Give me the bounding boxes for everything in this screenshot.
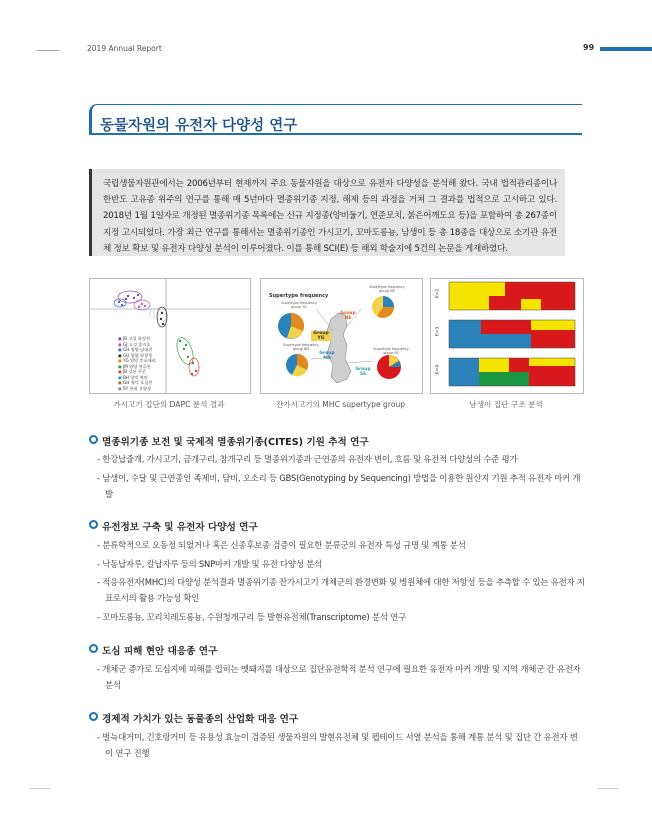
bullet-icon — [89, 520, 98, 529]
dapc-plot — [90, 279, 250, 393]
legend-item: GH 양양 남대천 — [123, 347, 153, 352]
list-item: - 꼬마도롱뇽, 꼬리치레도롱뇽, 수원청개구리 등 발현유전체(Transcriptome) 분석 연구 — [97, 612, 406, 622]
section-heading — [89, 434, 369, 448]
list-item: - 낙동납자루, 칼납자루 등의 SNP마커 개발 및 유전 다양성 분석 — [97, 559, 322, 569]
mhc-group-label-se: Group SE — [355, 367, 371, 377]
dapc-legend: ● JB 고성 하정천 ● GJ 고성 송지호 ● GH 양양 남대천 ● GU 양양 하광정 ● YG 양양 후포매리 ● JM 양양 연곡천 ● JB 강릉 주문 ● BH 양악 북악 ● GH 영덕 오십천 ● SY 용화 오양정 — [118, 336, 156, 391]
structure-panel-label: K=4 — [435, 364, 441, 375]
legend-item: GU 양양 하광정 — [123, 352, 153, 358]
report-title: 2019 Annual Report — [87, 44, 162, 53]
list-item: - 분류학적으로 오동정 되었거나 혹은 신종후보종 검증이 필요한 분류군의 유전자 특성 규명 및 계통 분석 — [97, 540, 466, 550]
legend-item: BH 양악 북악 — [123, 374, 148, 380]
list-item: - 적응유전자(MHC)의 다양성 분석결과 멸종위기종 잔가시고기 개체군의 환경변화 및 병원체에 대한 저항성 등을 추측할 수 있는 유전자 지표로서의 활용 가능성 확인 — [97, 577, 585, 603]
structure-plot — [431, 279, 583, 393]
figure-mhc — [260, 278, 423, 394]
mhc-group-label-yg: Group YG — [311, 331, 331, 341]
page-number: 99 — [583, 43, 595, 52]
section-title: 경제적 가치가 있는 동물종의 산업화 대응 연구 — [102, 714, 299, 725]
legend-item: JB 강릉 주문 — [123, 369, 146, 374]
bullet-icon — [89, 712, 98, 721]
bullet-icon — [89, 435, 98, 444]
legend-item: YG 양양 후포매리 — [123, 358, 156, 363]
section-heading — [89, 711, 298, 725]
structure-panel-label: K=3 — [435, 326, 441, 337]
header-accent-bar — [600, 47, 652, 51]
mhc-pie-title-ne: Supertype frequency group NE — [369, 285, 405, 293]
bullet-icon — [89, 644, 98, 653]
section-heading — [89, 519, 258, 533]
figure-caption-structure: 남생이 집단 구조 분석 — [469, 400, 543, 409]
footer-rule — [30, 788, 50, 789]
mhc-pie-title-yg: Supertype frequency group YG — [281, 301, 317, 309]
legend-item: JM 양양 연곡천 — [123, 363, 151, 369]
footer-rule — [598, 788, 618, 789]
section-title: 유전정보 구축 및 유전자 다양성 연구 — [102, 522, 258, 533]
legend-item: SY 용화 오양정 — [123, 385, 152, 391]
mhc-legend-title: Supertype frequency — [269, 293, 329, 299]
page-title: 동물자원의 유전자 다양성 연구 — [100, 118, 298, 134]
list-item: - 한강납줄개, 가시고기, 금개구리, 참개구리 등 멸종위기종과 근연종의 유전자 변이, 흐름 및 유전적 다양성의 수준 평가 — [97, 454, 518, 464]
legend-item: GH 영덕 오십천 — [123, 380, 153, 385]
mhc-group-label-nd: Group ND — [319, 351, 335, 361]
legend-item: JB 고성 하정천 — [123, 336, 150, 341]
mhc-group-label-ne: Group NE — [340, 311, 356, 321]
mhc-pie-title-nd: Supertype frequency group ND — [283, 343, 319, 351]
summary-box: 국립생물자원관에서는 2006년부터 현재까지 주요 동물자원을 대상으로 유전자 다양성을 분석해 왔다. 국내 법적관리종이나 한반도 고유종 위주의 연구를 통해 매 5년마다 멸종위기종 지정, 해제 등의 과정을 거쳐 그 결과를 법적으로 고시하고 있다. 2018년 1월 1일자로 개정된 멸종위기종 목록에는 신규 지정종(양비둘기, 연준모치, 붉은어깨도요 등)을 포함하여 총 267종이 지정 고시되었다. 가장 최근 연구를 통해서는 멸종위기종인 가시고기, 꼬마도롱뇽, 남생이 등 총 18종을 대상으로 소기관 유전체 정보 확보 및 유전자 다양성 분석이 이루어졌다. 이를 통해 SCI(E) 등 해외 학술지에 5건의 논문을 게재하였다. — [89, 169, 565, 256]
structure-panel-label: K=2 — [435, 288, 441, 299]
section-title: 멸종위기종 보전 및 국제적 멸종위기종(CITES) 기원 추적 연구 — [102, 437, 369, 448]
list-item: - 벌늑대거미, 긴호랑거미 등 유용성 효능이 검증된 생물자원의 발현유전체 및 펩테이드 서열 분석을 통해 계통 분석 및 집단 간 유전자 변이 연구 진행 — [97, 732, 578, 758]
legend-item: GJ 고성 송지호 — [123, 341, 151, 347]
list-item: - 남생이, 수달 및 근연종인 족제비, 담비, 오소리 등 GBS(Genotyping by Sequencing) 방법을 이용한 원산지 기원 추적 유전자 마커 개발 — [97, 473, 581, 499]
header-rule — [37, 50, 59, 51]
figure-structure — [430, 278, 584, 394]
list-item: - 개체군 증가로 도심지에 피해를 입히는 멧돼지를 대상으로 집단유전학적 분석 연구에 필요한 유전자 마커 개발 및 지역 개체군 간 유전자 분석 — [97, 664, 581, 690]
figure-caption-dapc: 가시고기 집단의 DAPC 분석 결과 — [113, 400, 225, 409]
figure-caption-mhc: 잔가시고기의 MHC supertype group — [275, 400, 406, 409]
section-heading — [89, 643, 217, 657]
mhc-pie-title-se: Supertype frequency group SE — [373, 347, 409, 355]
section-title: 도심 피해 현안 대응종 연구 — [102, 646, 218, 657]
figure-dapc — [89, 278, 251, 394]
